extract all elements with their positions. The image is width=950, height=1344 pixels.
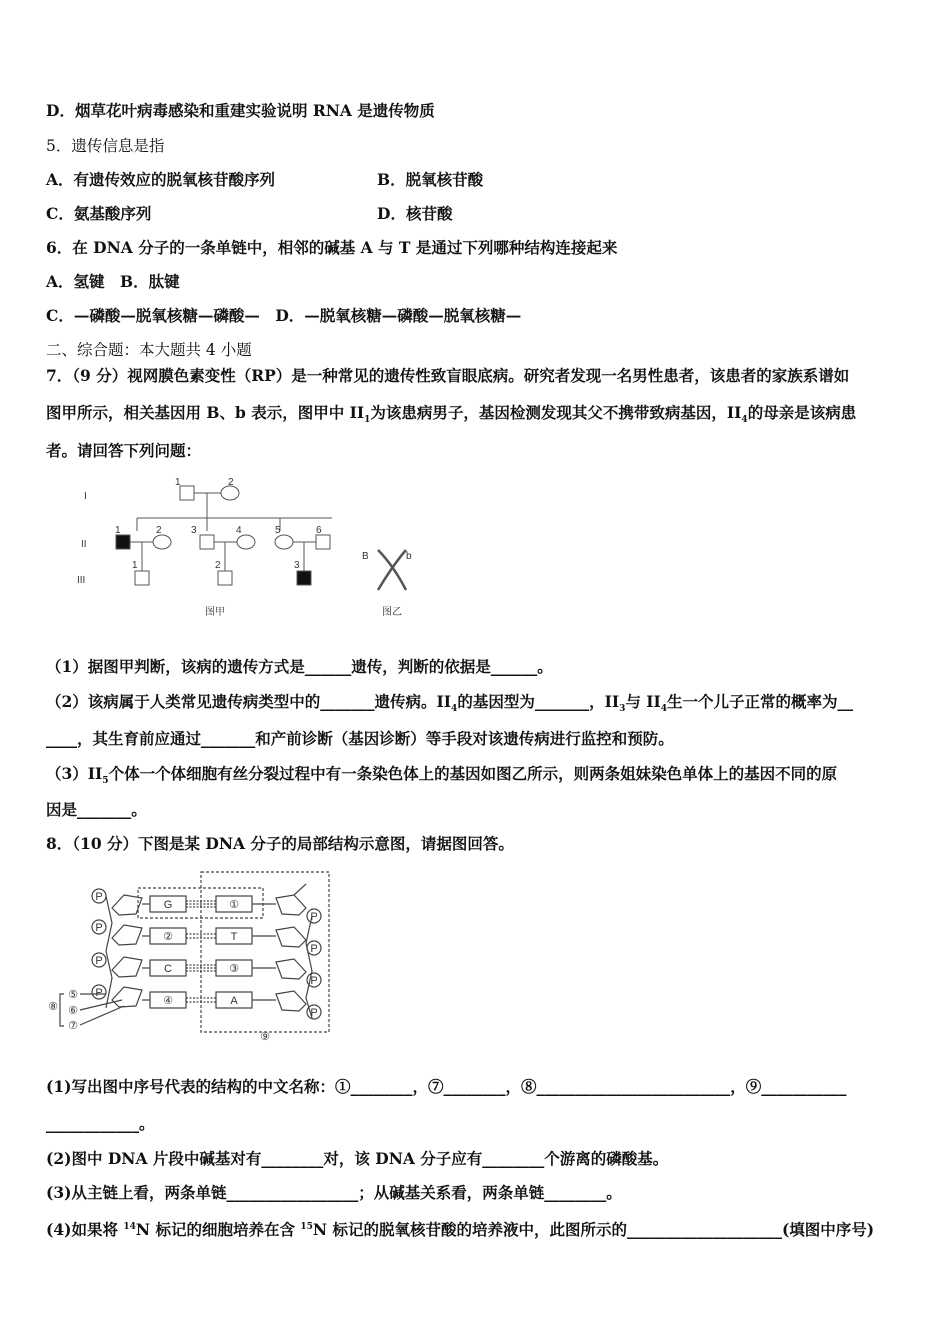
sugar-pentagon — [276, 959, 306, 979]
pedigree-num: 1 — [175, 477, 181, 488]
pedigree-II3-male — [200, 535, 214, 549]
q7-sub3-line2: 因是_______。 — [46, 800, 147, 819]
pedigree-II5-female — [275, 535, 293, 549]
q6-options-ab: A．氢键 B．肽键 — [46, 272, 180, 291]
q5-option-b: B．脱氧核苷酸 — [377, 170, 484, 189]
pedigree-III2-male — [218, 571, 232, 585]
base-T-label: T — [230, 931, 238, 943]
pedigree-num: 2 — [215, 560, 221, 571]
pedigree-num: 1 — [132, 560, 138, 571]
q7-sub3-line1: $(3)II_5$个体一个体细胞有丝分裂过程中有一条染色体上的基因如图乙所示，则两条姐妹染色单体上的基因不同的原 — [46, 764, 838, 787]
q8-sub3: (3)从主链上看，两条单链_________________；从碱基关系看，两条单链________。 — [46, 1183, 622, 1202]
gen-I-label: I — [84, 491, 87, 502]
sugar-pentagon — [276, 991, 306, 1011]
chromosome-icon — [378, 550, 406, 590]
pedigree-II2-female — [153, 535, 171, 549]
base-A-label: A — [230, 995, 238, 1007]
q5-option-c: C．氨基酸序列 — [46, 204, 152, 223]
marker-3: ③ — [229, 963, 239, 975]
base-G-label: G — [163, 899, 173, 911]
marker-9: ⑨ — [260, 1031, 270, 1043]
gen-II-label: II — [81, 539, 87, 550]
pedigree-figure — [70, 475, 430, 625]
phosphate-label: P — [310, 943, 318, 955]
q8-stem: 8．（10 分）下图是某 DNA 分子的局部结构示意图，请据图回答。 — [46, 834, 514, 853]
marker-7: ⑦ — [68, 1020, 78, 1032]
pedigree-num: 2 — [156, 525, 162, 536]
q5-option-a: A．有遗传效应的脱氧核苷酸序列 — [46, 170, 276, 189]
pedigree-num: 3 — [191, 525, 197, 536]
q7-sub2-line1: （2）该病属于人类常见遗传病类型中的_______遗传病。$II_4$的基因型为_______，$II_3$与 $II_4$生一个儿子正常的概率为__ — [46, 692, 854, 715]
sugar-pentagon — [112, 925, 142, 945]
pedigree-II1-affected-male — [116, 535, 130, 549]
marker-8: ⑧ — [48, 1001, 58, 1013]
q6-options-cd: C．—磷酸—脱氧核糖—磷酸— D．—脱氧核糖—磷酸—脱氧核糖— — [46, 306, 522, 325]
figure-a-caption: 图甲 — [205, 607, 225, 618]
gene-label-B: B — [362, 551, 369, 562]
q7-stem-line2: 图甲所示，相关基因用 B、b 表示，图甲中 $II_1$为该患病男子，基因检测发现其父不携带致病基因，$II_4$的母亲是该病患 — [46, 403, 857, 426]
pedigree-num: 4 — [236, 525, 242, 536]
phosphate-label: P — [310, 1007, 318, 1019]
q7-stem-line1: 7．（9 分）视网膜色素变性（RP）是一种常见的遗传性致盲眼底病。研究者发现一名男性患者，该患者的家族系谱如 — [46, 366, 850, 385]
q8-sub2: (2)图中 DNA 片段中碱基对有________对，该 DNA 分子应有________个游离的磷酸基。 — [46, 1149, 669, 1168]
pedigree-num: 6 — [316, 525, 322, 536]
pedigree-II4-female — [237, 535, 255, 549]
phosphate-label: P — [310, 975, 318, 987]
phosphate-label: P — [95, 891, 103, 903]
pedigree-num: 5 — [275, 525, 281, 536]
q8-sub1-line2: ____________。 — [46, 1114, 155, 1133]
marker-6: ⑥ — [68, 1005, 78, 1017]
marker-2: ② — [163, 931, 173, 943]
phosphate-label: P — [95, 987, 103, 999]
pedigree-num: 3 — [294, 560, 300, 571]
q7-sub2-line2: ____，其生育前应通过_______和产前诊断（基因诊断）等手段对该遗传病进行监控和预防。 — [46, 729, 674, 748]
pedigree-num: 2 — [228, 477, 234, 488]
pedigree-num: 1 — [115, 525, 121, 536]
q5-option-d: D．核苷酸 — [377, 204, 453, 223]
pedigree-I2-female — [221, 486, 239, 500]
q8-sub4: (4)如果将 $^{14}$N 标记的细胞培养在含 $^{15}$N 标记的脱氧核苷酸的培养液中，此图所示的____________________(填图中序号) — [46, 1220, 875, 1240]
marker-5: ⑤ — [68, 989, 78, 1001]
pedigree-III1-male — [135, 571, 149, 585]
sugar-pentagon — [112, 957, 142, 977]
sugar-pentagon — [112, 987, 142, 1007]
sugar-pentagon — [276, 927, 306, 947]
q7-stem-line3: 者。请回答下列问题： — [46, 441, 202, 460]
pedigree-III3-affected-male — [297, 571, 311, 585]
base-C-label: C — [164, 963, 172, 975]
phosphate-label: P — [95, 955, 103, 967]
section-title: 二、综合题：本大题共 4 小题 — [46, 341, 252, 359]
sugar-pentagon — [276, 895, 306, 915]
q8-sub1-line1: (1)写出图中序号代表的结构的中文名称：①________，⑦________，⑧_________________________，⑨___________ — [46, 1077, 847, 1096]
gene-label-b: b — [406, 551, 412, 562]
q7-sub1: （1）据图甲判断，该病的遗传方式是______遗传，判断的依据是______。 — [46, 657, 553, 676]
phosphate-label: P — [310, 911, 318, 923]
marker-1: ① — [229, 899, 239, 911]
q6-stem: 6．在 DNA 分子的一条单链中，相邻的碱基 A 与 T 是通过下列哪种结构连接起来 — [46, 238, 618, 257]
phosphate-label: P — [95, 922, 103, 934]
marker-4: ④ — [163, 995, 173, 1007]
figure-b-caption: 图乙 — [382, 607, 402, 618]
pedigree-II6-male — [316, 535, 330, 549]
q4-option-d: D．烟草花叶病毒感染和重建实验说明 RNA 是遗传物质 — [46, 101, 435, 120]
dna-structure-figure — [44, 868, 344, 1043]
gen-III-label: III — [77, 575, 86, 586]
pedigree-I1-male — [180, 486, 194, 500]
q5-stem: 5．遗传信息是指 — [46, 137, 165, 155]
